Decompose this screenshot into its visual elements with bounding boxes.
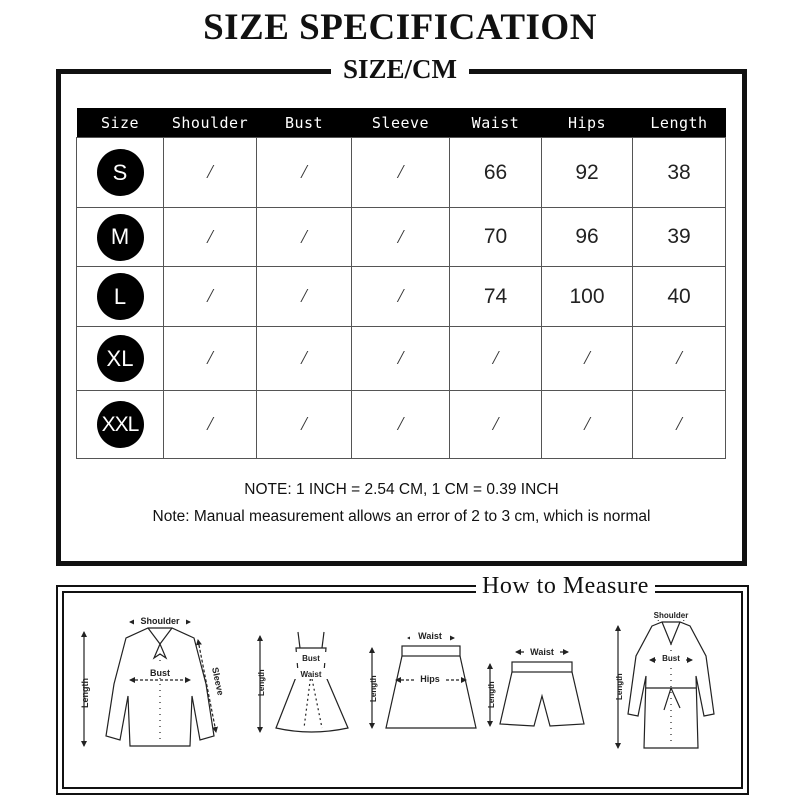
col-header-waist: Waist [450,108,542,138]
table-cell: / [450,327,542,391]
dress-length-label: Length [257,669,266,696]
table-cell: / [257,391,352,459]
col-header-size: Size [77,108,164,138]
table-cell: / [633,327,726,391]
coat-shoulder-label: Shoulder [653,611,689,620]
skirt-hips-label: Hips [420,674,440,684]
table-row [77,327,726,391]
size-badge: L [97,273,144,320]
table-cell: / [352,138,450,208]
table-cell: 92 [542,138,633,208]
table-cell: / [164,138,257,208]
size-cell [77,138,164,208]
table-cell: / [352,267,450,327]
table-cell: / [164,208,257,267]
shirt-bust-label: Bust [150,668,170,678]
table-cell: 70 [450,208,542,267]
table-row [77,208,726,267]
table-cell: / [352,208,450,267]
table-cell: 74 [450,267,542,327]
error-note: Note: Manual measurement allows an error of 2 to 3 cm, which is normal [152,508,651,525]
size-cell [77,391,164,459]
table-cell: 96 [542,208,633,267]
measure-illustrations [64,596,739,784]
table-cell: 38 [633,138,726,208]
table-cell: / [164,267,257,327]
table-row [77,138,726,208]
conversion-note: NOTE: 1 INCH = 2.54 CM, 1 CM = 0.39 INCH [244,481,559,498]
size-cell [77,208,164,267]
table-cell: 39 [633,208,726,267]
table-row [77,267,726,327]
table-cell: / [352,391,450,459]
how-to-measure-title: How to Measure [476,573,655,600]
table-cell: / [257,267,352,327]
coat-bust-label: Bust [662,654,680,663]
page-title: SIZE SPECIFICATION [203,7,597,48]
table-cell: / [352,327,450,391]
table-row [77,391,726,459]
shorts-waist-label: Waist [530,647,554,657]
col-header-length: Length [633,108,726,138]
col-header-sleeve: Sleeve [352,108,450,138]
size-cell [77,327,164,391]
dress-illustration [260,632,348,732]
table-cell: 100 [542,267,633,327]
dress-bust-label: Bust [302,654,320,663]
table-cell: 66 [450,138,542,208]
col-header-bust: Bust [257,108,352,138]
shorts-illustration [490,652,584,726]
shirt-shoulder-label: Shoulder [140,616,180,626]
size-badge: XL [97,335,144,382]
table-cell: / [257,327,352,391]
unit-label: SIZE/CM [331,54,469,84]
table-header-row [77,108,726,138]
coat-illustration [618,618,714,748]
size-badge: S [97,149,144,196]
table-cell: 40 [633,267,726,327]
coat-length-label: Length [615,673,624,700]
size-badge: M [97,214,144,261]
shirt-illustration [84,622,216,746]
table-cell: / [633,391,726,459]
size-badge: XXL [97,401,144,448]
col-header-hips: Hips [542,108,633,138]
shorts-length-label: Length [487,681,496,708]
table-cell: / [542,327,633,391]
table-cell: / [542,391,633,459]
dress-waist-label: Waist [300,670,322,679]
size-table [76,108,726,459]
table-cell: / [164,327,257,391]
skirt-length-label: Length [369,675,378,702]
table-cell: / [450,391,542,459]
col-header-shoulder: Shoulder [164,108,257,138]
table-cell: / [257,208,352,267]
table-cell: / [164,391,257,459]
size-cell [77,267,164,327]
shirt-length-label: Length [80,678,90,708]
shirt-sleeve-label: Sleeve [210,666,226,697]
table-cell: / [257,138,352,208]
skirt-waist-label: Waist [418,631,442,641]
